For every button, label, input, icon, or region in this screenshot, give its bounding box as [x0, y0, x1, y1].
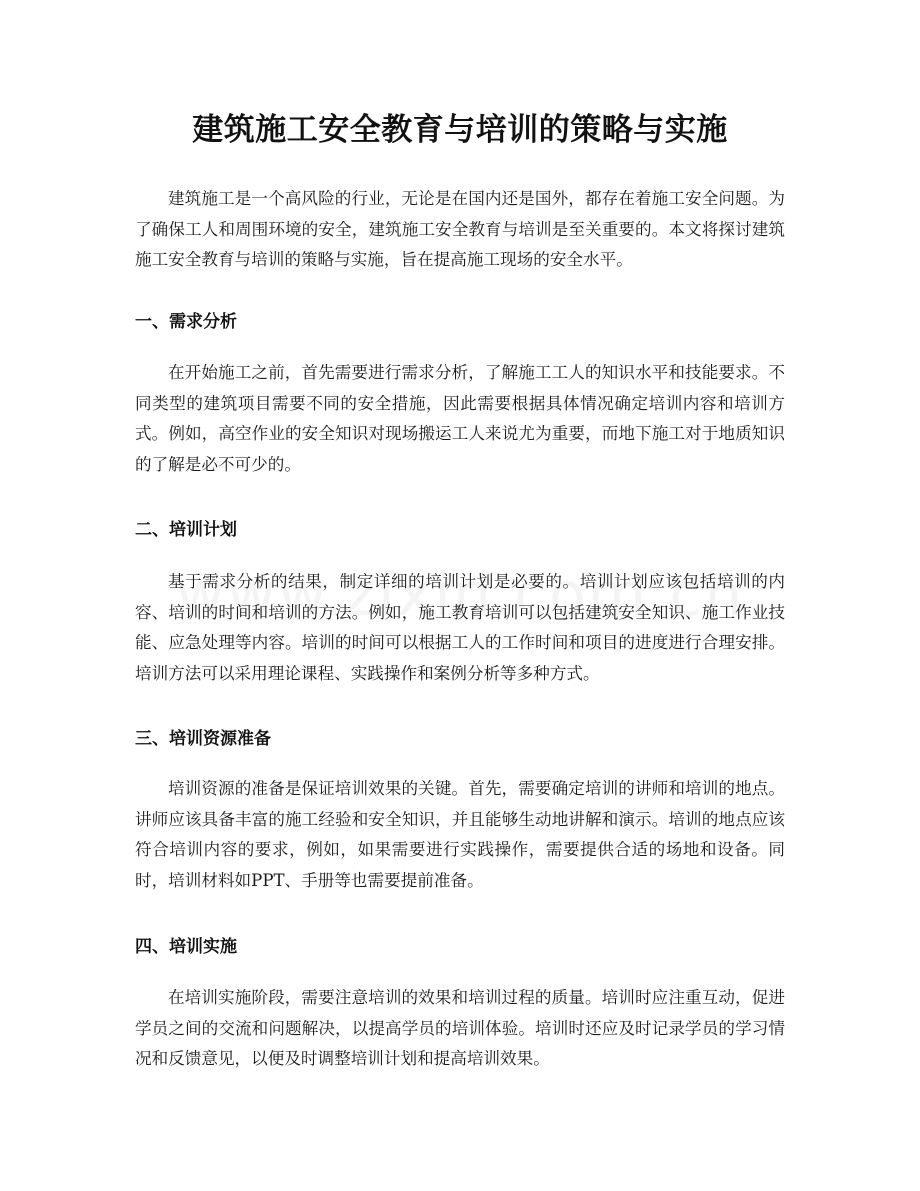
section-body-3: 培训资源的准备是保证培训效果的关键。首先，需要确定培训的讲师和培训的地点。讲师应该具备丰富的施工经验和安全知识，并且能够生动地讲解和演示。培训的地点应该符合培训内容的要求，例如，如果需要进行实践操作，需要提供合适的场地和设备。同时，培训材料如PPT、手册等也需要提前准备。 [135, 779, 785, 890]
section-heading-1: 一、需求分析 [135, 312, 237, 332]
section-body-2: 基于需求分析的结果，制定详细的培训计划是必要的。培训计划应该包括培训的内容、培训的时间和培训的方法。例如，施工教育培训可以包括建筑安全知识、施工作业技能、应急处理等内容。培训的时间可以根据工人的工作时间和项目的进度进行合理安排。培训方法可以采用理论课程、实践操作和案例分析等多种方式。 [135, 572, 785, 683]
intro-paragraph: 建筑施工是一个高风险的行业，无论是在国内还是国外，都存在着施工安全问题。为了确保工人和周围环境的安全，建筑施工安全教育与培训是至关重要的。本文将探讨建筑施工安全教育与培训的策略与实施，旨在提高施工现场的安全水平。 [135, 189, 785, 269]
section-heading-3: 三、培训资源准备 [135, 729, 271, 749]
section-heading-2: 二、培训计划 [135, 520, 237, 540]
section-body-4: 在培训实施阶段，需要注意培训的效果和培训过程的质量。培训时应注重互动，促进学员之间的交流和问题解决，以提高学员的培训体验。培训时还应及时记录学员的学习情况和反馈意见，以便及时调整培训计划和提高培训效果。 [135, 988, 785, 1068]
section-heading-4: 四、培训实施 [135, 937, 237, 957]
document-title: 建筑施工安全教育与培训的策略与实施 [192, 112, 728, 148]
section-body-1: 在开始施工之前，首先需要进行需求分析，了解施工工人的知识水平和技能要求。不同类型的建筑项目需要不同的安全措施，因此需要根据具体情况确定培训内容和培训方式。例如，高空作业的安全知识对现场搬运工人来说尤为重要，而地下施工对于地质知识的了解是必不可少的。 [135, 363, 785, 474]
